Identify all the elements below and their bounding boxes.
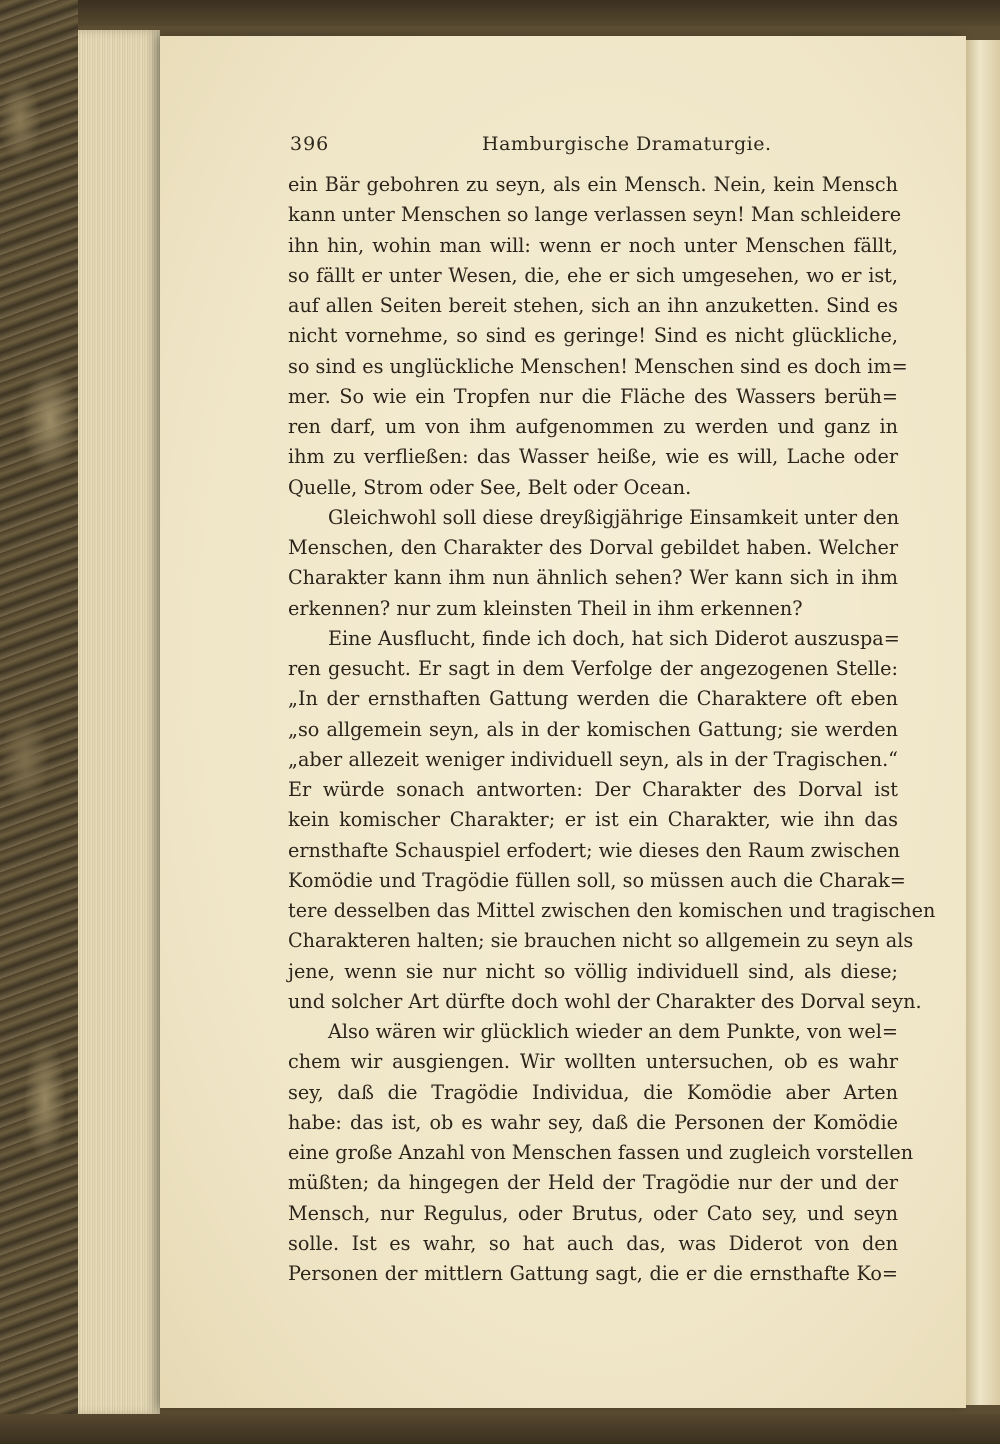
text-line: ernsthafte Schauspiel erfodert; wie dieses den Raum zwischen [288,838,901,862]
text-line: Charakter kann ihm nun ähnlich sehen? Wer kann sich in ihm [288,566,898,590]
marbled-cover [0,0,78,1444]
text-line: tere desselben das Mittel zwischen den komischen und tragischen [288,899,936,922]
text-line: ren gesucht. Er sagt in dem Verfolge der angezogenen Stelle: [288,657,898,680]
text-line: solle. Ist es wahr, so hat auch das, was Diderot von den [288,1231,898,1255]
text-line: nicht vornehme, so sind es geringe! Sind es nicht glückliche, [288,324,898,348]
page-number: 396 [290,133,330,155]
text-line: „In der ernsthaften Gattung werden die Charaktere oft eben [288,687,898,711]
text-line: Menschen, den Charakter des Dorval gebildet haben. Welcher [288,536,898,559]
text-line: Komödie und Tragödie füllen soll, so müssen auch die Charak= [288,868,906,892]
text-line: müßten; da hingegen der Held der Tragödie nur der und der [288,1171,898,1195]
page-title: Hamburgische Dramaturgie. [482,133,772,155]
text-line: jene, wenn sie nur nicht so völlig individuell sind, als diese; [288,959,898,983]
text-line: kein komischer Charakter; er ist ein Charakter, wie ihn das [288,808,898,832]
text-line: chem wir ausgiengen. Wir wollten untersuchen, ob es wahr [288,1050,898,1074]
text-line: Er würde sonach antworten: Der Charakter des Dorval ist [288,778,898,801]
text-line: ihm zu verfließen: das Wasser heiße, wie es will, Lache oder [288,445,898,469]
text-line: „so allgemein seyn, als in der komischen Gattung; sie werden [288,717,898,741]
text-line: Eine Ausflucht, finde ich doch, hat sich Diderot auszuspa= [328,626,900,650]
text-line: Mensch, nur Regulus, oder Brutus, oder Cato sey, und seyn [288,1201,898,1225]
text-line: Personen der mittlern Gattung sagt, die er die ernsthafte Ko= [288,1262,898,1285]
text-line: Gleichwohl soll diese dreyßigjährige Einsamkeit unter den [328,505,900,529]
book-cover-top [0,0,1000,26]
text-line: so fällt er unter Wesen, die, ehe er sich umgesehen, wo er ist, [288,263,898,287]
text-line: auf allen Seiten bereit stehen, sich an ihn anzuketten. Sind es [288,294,898,317]
text-line: habe: das ist, ob es wahr sey, daß die Personen der Komödie [288,1110,898,1134]
text-line: sey, daß die Tragödie Individua, die Komödie aber Arten [288,1080,898,1104]
text-line: „aber allezeit weniger individuell seyn, als in der Tragischen.“ [288,747,898,771]
text-line: ein Bär gebohren zu seyn, als ein Mensch. Nein, kein Mensch [288,173,898,196]
text-line: ihn hin, wohin man will: wenn er noch unter Menschen fällt, [288,233,898,257]
running-head [290,133,910,163]
text-line: und solcher Art dürfte doch wohl der Charakter des Dorval seyn. [288,989,922,1013]
text-line: mer. So wie ein Tropfen nur die Fläche des Wassers berüh= [288,384,898,408]
facing-page-gutter [966,40,1000,1405]
page-edges [78,30,160,1415]
text-line: so sind es unglückliche Menschen! Menschen sind es doch im= [288,354,908,378]
text-line: Charakteren halten; sie brauchen nicht so allgemein zu seyn als [288,929,914,953]
text-line: Also wären wir glücklich wieder an dem Punkte, von wel= [328,1020,898,1043]
text-line: kann unter Menschen so lange verlassen seyn! Man schleidere [288,203,902,227]
text-line: Quelle, Strom oder See, Belt oder Ocean. [288,475,692,499]
text-line: eine große Anzahl von Menschen fassen und zugleich vorstellen [288,1141,914,1164]
body-text [288,170,936,1289]
text-line: ren darf, um von ihm aufgenommen zu werden und ganz in [288,415,898,438]
text-line: erkennen? nur zum kleinsten Theil in ihm erkennen? [288,596,803,620]
book-cover-bottom [0,1414,1000,1444]
